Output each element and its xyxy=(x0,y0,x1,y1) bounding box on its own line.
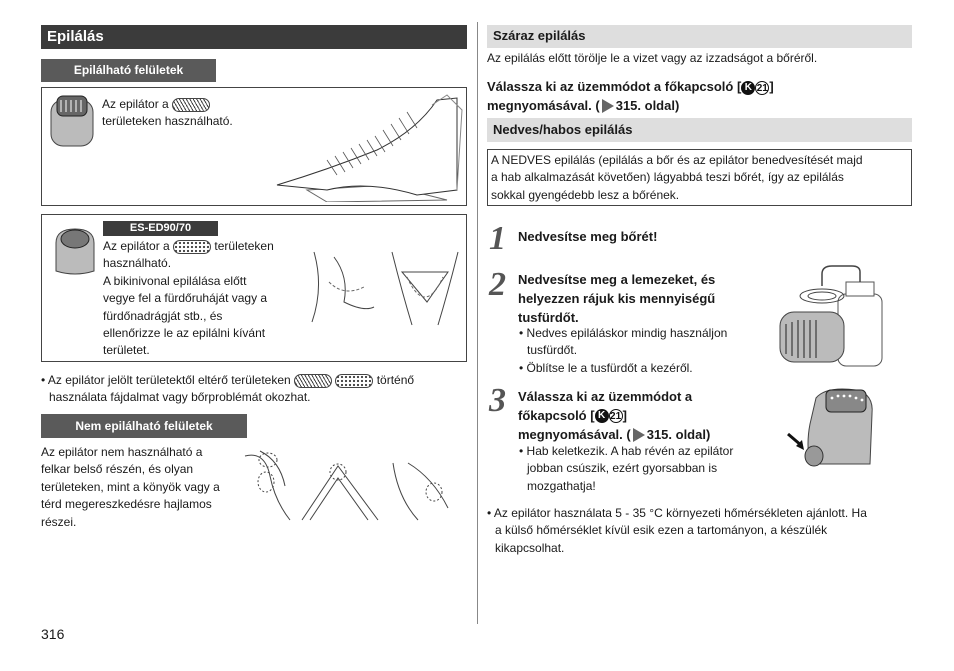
page-ref-arrow-icon xyxy=(602,99,614,113)
step-2-bullets: • Nedves epiláláskor mindig használjon tusfürdőt. • Öblítse le a tusfürdőt a kezéről. xyxy=(519,326,728,375)
bikini-attachment-icon xyxy=(50,223,100,279)
step-3-text: Válassza ki az üzemmódot a főkapcsoló [ K 21] megnyomásával. ( 315. oldal) xyxy=(518,389,711,442)
step-2-text: Nedvesítse meg a lemezeket, és helyezzen rájuk kis mennyiségű tusfürdőt. xyxy=(518,272,716,325)
epilator-switch-illustration xyxy=(786,384,876,472)
szaraz-title: Száraz epilálás xyxy=(493,28,586,43)
epilalhato-box-2 xyxy=(41,214,467,362)
szaraz-title-bar xyxy=(487,25,912,48)
section-title-bar xyxy=(41,25,467,49)
diagonal-area-pattern-icon xyxy=(294,374,332,388)
model-tag: ES-ED90/70 xyxy=(103,221,218,236)
epilalhato-box-1 xyxy=(41,87,467,206)
ref-number-21: 21 xyxy=(610,411,622,423)
ref-number-21: 21 xyxy=(756,82,768,94)
nedves-info-box: A NEDVES epilálás (epilálás a bőr és az epilátor benedvesítését majd a hab alkalmazását követően) lágyabbá teszi bőrét, így az epilálás sokkal gyengédebb lesz a bőrének. xyxy=(487,149,912,206)
szaraz-text: Az epilálás előtt törölje le a vizet vagy az izzadságot a bőréről. xyxy=(487,51,818,65)
inner-arm-illustration xyxy=(240,446,296,522)
box2-text: Az epilátor a területeken használható. A bikinivonal epilálása előtt vegye fel a fürdőruháját vagy a fürdőnadrágját stb., és ellenőrizze le az epilálni kívánt területet. xyxy=(103,239,274,358)
temperature-note: • Az epilátor használata 5 - 35 °C környezeti hőmérsékleten ajánlott. Ha a külső hőmérséklet kívül esik ezen a tartományon, a készülék kikapcsolhat. xyxy=(487,506,867,555)
step-3-number: 3 xyxy=(489,382,506,419)
box1-text: Az epilátor a területeken használható. xyxy=(102,97,233,129)
epilator-head-icon xyxy=(47,92,97,150)
section-title: Epilálás xyxy=(47,28,104,45)
k-button-icon: K xyxy=(595,409,609,423)
nedves-title-bar xyxy=(487,118,912,142)
step-1-number: 1 xyxy=(489,220,506,257)
mode-select-instruction: Válassza ki az üzemmódot a főkapcsoló [ K 21] megnyomásával. ( 315. oldal) xyxy=(487,79,774,113)
k-button-icon: K xyxy=(741,81,755,95)
knee-illustration xyxy=(300,458,380,522)
legs-illustration xyxy=(267,90,465,202)
step-2-number: 2 xyxy=(489,266,506,303)
elbow-illustration xyxy=(388,458,458,522)
underarm-illustration xyxy=(304,247,380,327)
nem-epilalhato-text: Az epilátor nem használható a felkar belső részén, és olyan területeken, mint a könyök vagy a térd megereszkedésre hajlamos részei. xyxy=(41,445,220,529)
epilalhato-tab: Epilálható felületek xyxy=(41,59,216,82)
diagonal-area-pattern-icon xyxy=(172,98,210,112)
nedves-title: Nedves/habos epilálás xyxy=(493,122,633,137)
bikini-line-illustration xyxy=(387,247,463,327)
step-1-text: Nedvesítse meg bőrét! xyxy=(518,229,658,244)
step-3-bullets: • Hab keletkezik. A hab révén az epilátor jobban csúszik, ezért gyorsabban is mozgathatja! xyxy=(519,444,734,493)
dotted-area-pattern-icon xyxy=(173,240,211,254)
page-number: 316 xyxy=(41,626,65,642)
column-divider xyxy=(477,22,478,624)
nem-epilalhato-tab: Nem epilálható felületek xyxy=(41,414,247,438)
area-warning-note: • Az epilátor jelölt területektől eltérő területeken történő használata fájdalmat vagy bőrproblémát okozhat. xyxy=(41,373,415,405)
dotted-area-pattern-icon xyxy=(335,374,373,388)
shower-gel-illustration xyxy=(776,264,886,368)
page-ref-arrow-icon xyxy=(633,428,645,442)
